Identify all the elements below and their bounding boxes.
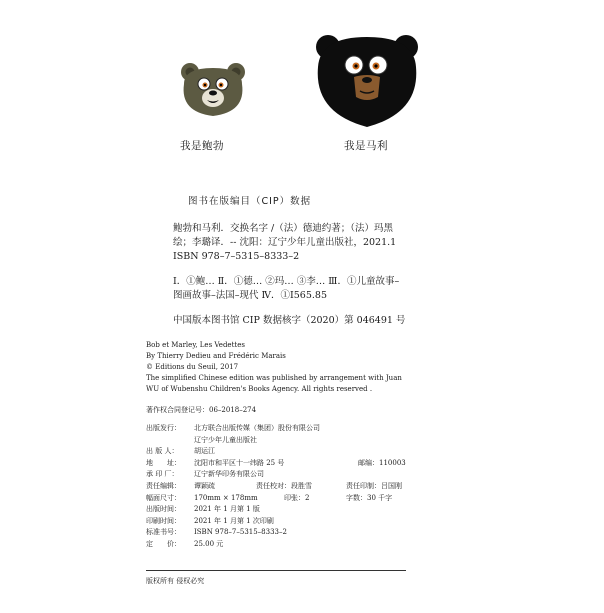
size-value: 170mm × 178mm: [194, 493, 258, 502]
size-row: [146, 493, 446, 505]
english-credits: [146, 340, 456, 395]
credit-line: The simplified Chinese edition was published by arrangement with Juan: [146, 374, 402, 382]
size-label: 幅面尺寸：: [146, 493, 181, 502]
credit-line: WU of Wubenshu Children's Books Agency. All rights reserved .: [146, 385, 373, 393]
sheets-value: 印张：2: [284, 493, 310, 502]
credit-line: Bob et Marley, Les Vedettes: [146, 341, 245, 349]
cip-class-line: 图画故事–法国–现代 Ⅳ．①I565.85: [173, 290, 328, 301]
publisher-value: 北方联合出版传媒（集团）股份有限公司: [194, 424, 320, 432]
isbn-row: [146, 527, 446, 539]
bob-bear-illustration: [176, 60, 250, 122]
address-row: [146, 458, 446, 470]
pubdate-row: [146, 504, 446, 516]
left-bear-caption: 我是鲍勃: [180, 140, 224, 152]
printer-row: [146, 469, 446, 481]
price-label: 定 价：: [146, 539, 181, 548]
address-value: 沈阳市和平区十一纬路 25 号: [194, 458, 285, 467]
rights-notice: 版权所有 侵权必究: [146, 577, 205, 585]
staff-editor-value: 谭颖疏: [194, 481, 215, 490]
staff-row: [146, 481, 446, 493]
publisher-row-2: [146, 435, 446, 447]
pubdate-label: 出版时间：: [146, 505, 181, 514]
print-manager-value: 责任印制：吕国刚: [346, 481, 402, 490]
credit-line: By Thierry Dedieu and Frédéric Marais: [146, 352, 286, 360]
cip-number: 中国版本图书馆 CIP 数据核字（2020）第 046491 号: [173, 315, 406, 326]
publisher-label: 出版发行：: [146, 424, 181, 432]
printer-label: 承 印 厂：: [146, 470, 179, 479]
price-value: 25.00 元: [194, 539, 224, 548]
divider-line: [146, 570, 406, 571]
proofreader-value: 责任校对：段胜雪: [256, 481, 312, 490]
cip-class-line: Ⅰ．①鲍… Ⅱ．①德… ②玛… ③李… Ⅲ．①儿童故事–: [173, 276, 400, 287]
publisher-row: [146, 423, 446, 435]
staff-label: 责任编辑：: [146, 481, 181, 490]
publishing-details: [146, 423, 446, 551]
cip-heading: 图书在版编目（CIP）数据: [188, 196, 312, 207]
marley-bear-illustration: [316, 33, 418, 129]
pubdate-value: 2021 年 1 月第 1 版: [194, 505, 260, 514]
editor-row: [146, 446, 446, 458]
address-label: 地 址：: [146, 458, 181, 467]
printer-value: 辽宁新华印务有限公司: [194, 470, 264, 479]
credit-line: © Editions du Seuil, 2017: [146, 363, 239, 371]
printdate-row: [146, 516, 446, 528]
editor-value: 胡运江: [194, 447, 215, 456]
cip-record: [173, 222, 433, 264]
cip-classification: [173, 275, 433, 303]
printdate-value: 2021 年 1 月第 1 次印刷: [194, 516, 274, 525]
price-row: [146, 539, 446, 551]
publisher-value-2: 辽宁少年儿童出版社: [194, 435, 257, 444]
cip-line: 绘；李璐译．-- 沈阳：辽宁少年儿童出版社，2021.1: [173, 237, 397, 248]
isbn-value: ISBN 978–7–5315–8333–2: [194, 528, 287, 537]
cip-line: 鲍勃和马利．交换名字 /（法）德迪约著；（法）玛黑: [173, 223, 393, 234]
right-bear-caption: 我是马利: [344, 140, 388, 152]
copyright-registration: 著作权合同登记号：06–2018–274: [146, 406, 257, 414]
postcode-value: 邮编：110003: [358, 458, 406, 467]
printdate-label: 印刷时间：: [146, 516, 181, 525]
editor-label: 出 版 人：: [146, 447, 179, 456]
cip-line: ISBN 978–7–5315–8333–2: [173, 251, 300, 262]
words-value: 字数：30 千字: [346, 493, 393, 502]
isbn-label: 标准书号：: [146, 528, 181, 537]
